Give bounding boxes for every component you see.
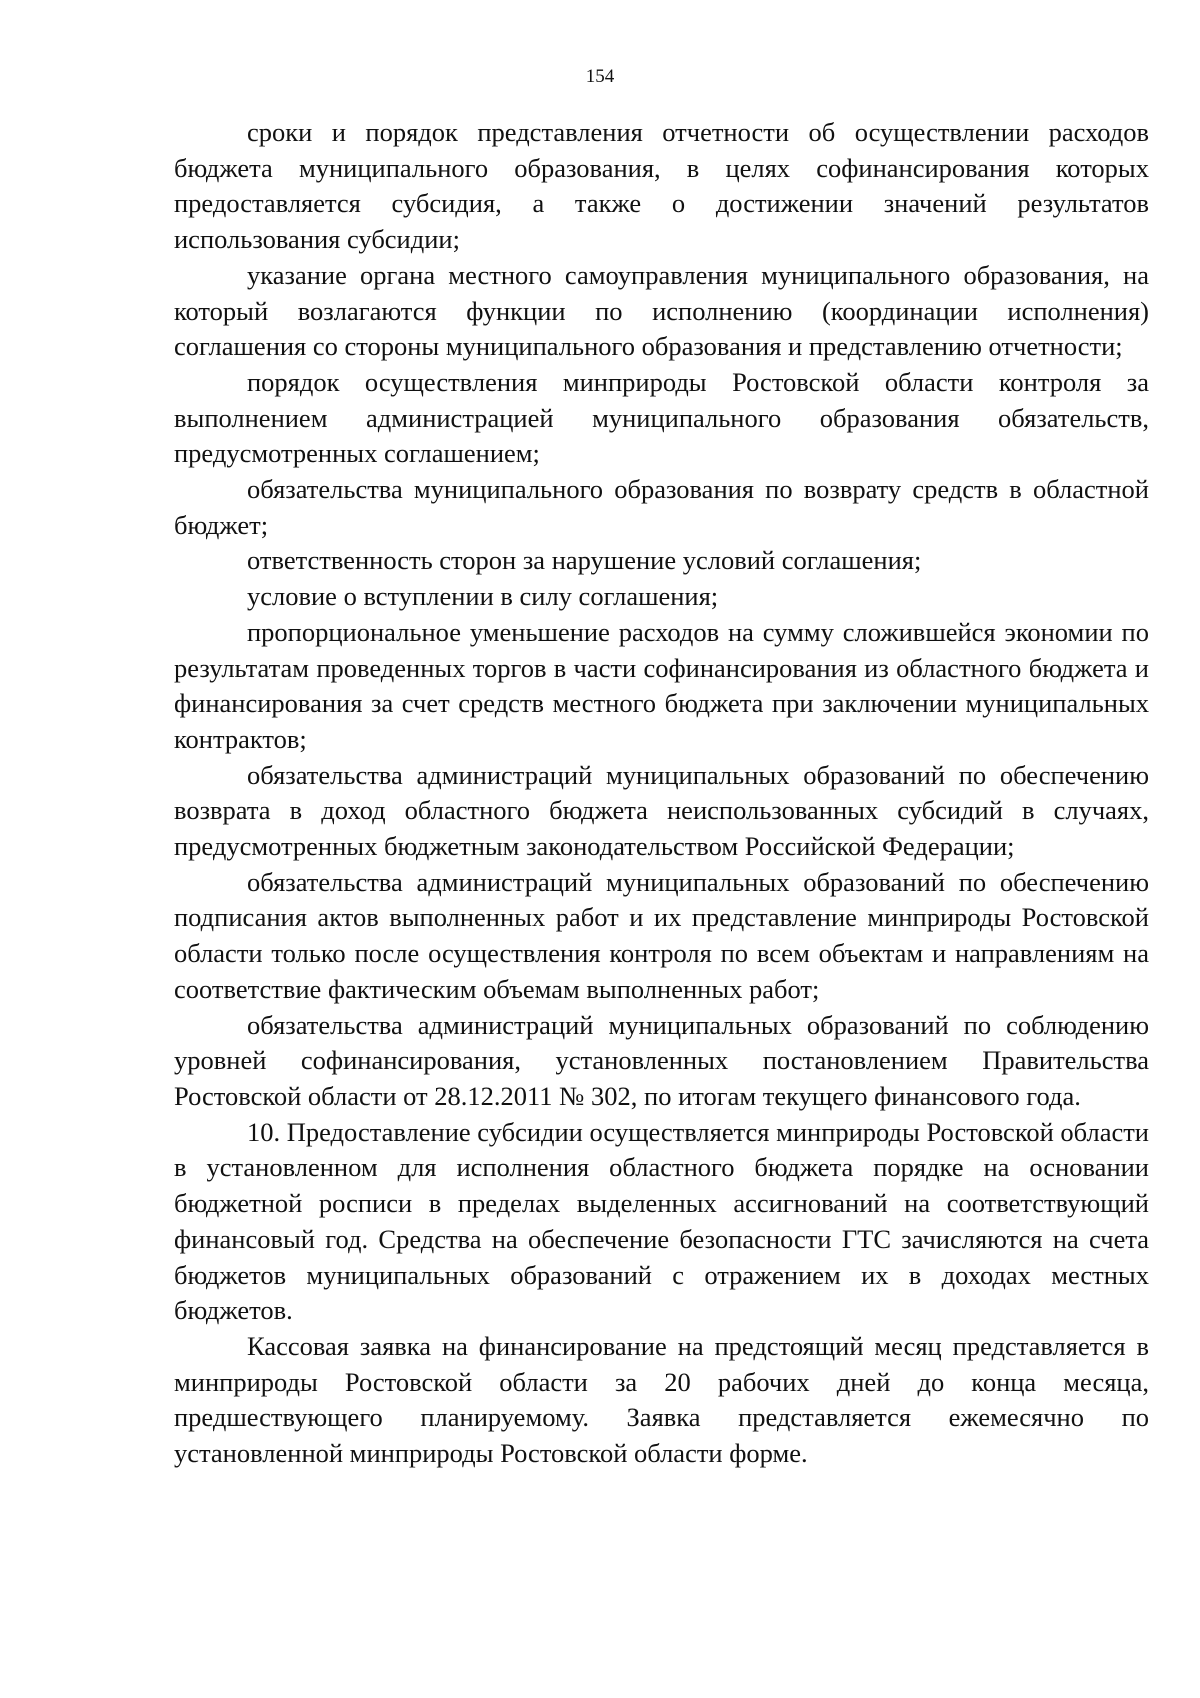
paragraph-cash-request: Кассовая заявка на финансирование на предстоящий месяц представляется в минприроды Ростовской области за 20 рабочих дней до конца месяца, предшествующего планируемому. Заявка представляется ежемесячно по установленной минприроды Ростовской области форме. xyxy=(174,1330,1149,1469)
paragraph-liability: ответственность сторон за нарушение условий соглашения; xyxy=(247,545,922,576)
paragraph-acts-signing: обязательства администраций муниципальных образований по обеспечению подписания актов выполненных работ и их представление минприроды Ростовской области только после осуществления контроля по всем объектам и направлениям на соответствие фактическим объемам выполненных работ; xyxy=(174,866,1149,1004)
paragraph-item-10: 10. Предоставление субсидии осуществляется минприроды Ростовской области в установленном для исполнения областного бюджета порядке на основании бюджетной росписи в пределах выделенных ассигнований на соответствующий финансовый год. Средства на обеспечение безопасности ГТС зачисляются на счета бюджетов муниципальных образований с отражением их в доходах местных бюджетов. xyxy=(174,1116,1149,1326)
paragraph-proportional-reduction: пропорциональное уменьшение расходов на сумму сложившейся экономии по результатам проведенных торгов в части софинансирования из областного бюджета и финансирования за счет средств местного бюджета при заключении муниципальных контрактов; xyxy=(174,616,1149,754)
paragraph-responsible-body: указание органа местного самоуправления муниципального образования, на который возлагаются функции по исполнению (координации исполнения) соглашения со стороны муниципального образования и представлению отчетности; xyxy=(174,259,1149,362)
paragraph-refund-obligations: обязательства муниципального образования по возврату средств в областной бюджет; xyxy=(174,474,1149,540)
paragraph-cofinancing-levels: обязательства администраций муниципальных образований по соблюдению уровней софинансирования, установленных постановлением Правительства Ростовской области от 28.12.2011 № 302, по итогам текущего финансового года. xyxy=(174,1009,1149,1111)
paragraph-return-unused-subsidies: обязательства администраций муниципальных образований по обеспечению возврата в доход областного бюджета неиспользованных субсидий в случаях, предусмотренных бюджетным законодательством Российской Федерации; xyxy=(174,759,1149,862)
document-body xyxy=(174,115,1149,1472)
page-number: 154 xyxy=(585,66,615,87)
paragraph-control-procedure: порядок осуществления минприроды Ростовской области контроля за выполнением администрацией муниципального образования обязательств, предусмотренных соглашением; xyxy=(174,366,1149,469)
paragraph-entry-into-force: условие о вступлении в силу соглашения; xyxy=(247,581,719,612)
paragraph-reporting-terms: сроки и порядок представления отчетности об осуществлении расходов бюджета муниципального образования, в целях софинансирования которых предоставляется субсидия, а также о достижении значений результатов использования субсидии; xyxy=(174,117,1149,255)
